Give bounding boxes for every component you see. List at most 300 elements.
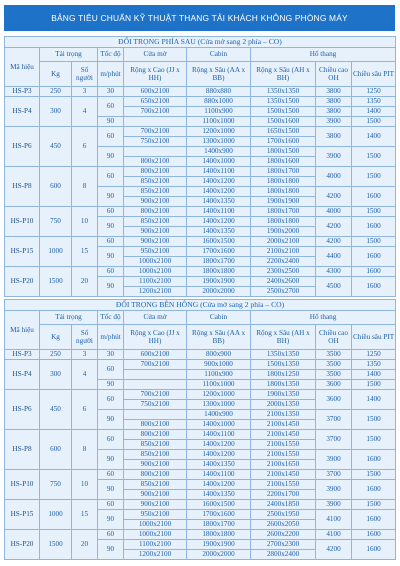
overhead-height: 3800 xyxy=(316,97,352,107)
table-row xyxy=(5,325,396,350)
table-row xyxy=(5,530,396,540)
speed: 90 xyxy=(98,147,124,167)
shaft-size: 2600x2200 xyxy=(251,530,316,540)
table-row xyxy=(5,167,396,177)
door-size: 800x2100 xyxy=(124,470,187,480)
page-title: BẢNG TIÊU CHUẨN KỸ THUẬT THANG TẢI KHÁCH KHÔNG PHÒNG MÁY xyxy=(4,5,395,31)
section-title: ĐỐI TRỌNG BÊN HÔNG (Cửa mở sang 2 phía – CO) xyxy=(5,300,396,311)
cabin-size: 800x900 xyxy=(187,350,251,360)
persons: 4 xyxy=(72,360,98,390)
door-size: 850x2100 xyxy=(124,177,187,187)
header-door: Cửa mở xyxy=(124,48,187,62)
speed: 90 xyxy=(98,410,124,430)
header-door-size: Rộng x Cao (JJ x HH) xyxy=(124,62,187,87)
pit-depth: 1500 xyxy=(352,430,396,450)
cabin-size: 1400x1350 xyxy=(187,490,251,500)
table-row xyxy=(5,470,396,480)
model-code: HS-P3 xyxy=(5,87,40,97)
model-code: HS-P20 xyxy=(5,530,40,560)
pit-depth: 1350 xyxy=(352,360,396,370)
speed: 60 xyxy=(98,500,124,510)
persons: 4 xyxy=(72,97,98,127)
shaft-size: 2100x1550 xyxy=(251,440,316,450)
table-row xyxy=(5,300,396,311)
door-size: 1200x2100 xyxy=(124,287,187,297)
door-size: 1100x2100 xyxy=(124,540,187,550)
door-size: 800x2100 xyxy=(124,157,187,167)
cabin-size: 1400x1000 xyxy=(187,420,251,430)
load-kg: 250 xyxy=(40,87,72,97)
table-row xyxy=(5,37,396,48)
cabin-size: 1800x1700 xyxy=(187,520,251,530)
pit-depth: 1500 xyxy=(352,500,396,510)
pit-depth: 1600 xyxy=(352,480,396,500)
spec-table-side-counterweight xyxy=(4,299,396,560)
pit-depth: 1350 xyxy=(352,97,396,107)
shaft-size: 2700x2300 xyxy=(251,540,316,550)
shaft-size: 2100x1450 xyxy=(251,420,316,430)
persons: 15 xyxy=(72,237,98,267)
pit-depth: 1600 xyxy=(352,530,396,540)
persons: 8 xyxy=(72,167,98,207)
persons: 8 xyxy=(72,430,98,470)
table-row xyxy=(5,390,396,400)
overhead-height: 3800 xyxy=(316,87,352,97)
overhead-height: 4100 xyxy=(316,530,352,540)
door-size: 850x2100 xyxy=(124,440,187,450)
door-size: 700x2100 xyxy=(124,360,187,370)
speed: 90 xyxy=(98,217,124,237)
model-code: HS-P15 xyxy=(5,237,40,267)
cabin-size: 1400x1100 xyxy=(187,207,251,217)
header-cabin-size: Rộng x Sâu (AA x BB) xyxy=(187,325,251,350)
door-size: 600x2100 xyxy=(124,350,187,360)
section-title: ĐỐI TRỌNG PHÍA SAU (Cửa mở sang 2 phía – CO) xyxy=(5,37,396,48)
pit-depth: 1400 xyxy=(352,127,396,147)
cabin-size: 1400x1100 xyxy=(187,430,251,440)
speed: 60 xyxy=(98,470,124,480)
shaft-size: 1800x1800 xyxy=(251,217,316,227)
door-size: 850x2100 xyxy=(124,480,187,490)
shaft-size: 1800x1600 xyxy=(251,157,316,167)
door-size xyxy=(124,370,187,380)
pit-depth: 1250 xyxy=(352,87,396,97)
persons: 10 xyxy=(72,207,98,237)
persons: 20 xyxy=(72,267,98,297)
door-size: 800x2100 xyxy=(124,430,187,440)
table-row xyxy=(5,267,396,277)
shaft-size: 1900x2000 xyxy=(251,227,316,237)
shaft-size: 2400x2600 xyxy=(251,277,316,287)
speed: 60 xyxy=(98,127,124,147)
model-code: HS-P6 xyxy=(5,127,40,167)
model-code: HS-P3 xyxy=(5,350,40,360)
cabin-size: 1800x1700 xyxy=(187,257,251,267)
persons: 20 xyxy=(72,530,98,560)
cabin-size: 1400x1200 xyxy=(187,217,251,227)
overhead-height: 3900 xyxy=(316,500,352,510)
load-kg: 1000 xyxy=(40,500,72,530)
shaft-size: 1650x1500 xyxy=(251,127,316,137)
door-size: 800x2100 xyxy=(124,207,187,217)
cabin-size: 1700x1600 xyxy=(187,247,251,257)
cabin-size: 1400x1200 xyxy=(187,480,251,490)
cabin-size: 1400x1350 xyxy=(187,460,251,470)
overhead-height: 3900 xyxy=(316,450,352,470)
shaft-size: 1500x1350 xyxy=(251,360,316,370)
cabin-size: 1300x1000 xyxy=(187,137,251,147)
cabin-size: 1600x1500 xyxy=(187,500,251,510)
shaft-size: 2300x2500 xyxy=(251,267,316,277)
overhead-height: 4200 xyxy=(316,237,352,247)
speed: 30 xyxy=(98,350,124,360)
persons: 15 xyxy=(72,500,98,530)
cabin-size: 1900x1900 xyxy=(187,277,251,287)
model-code: HS-P6 xyxy=(5,390,40,430)
cabin-size: 1400x1100 xyxy=(187,167,251,177)
load-kg: 750 xyxy=(40,207,72,237)
shaft-size: 1700x1600 xyxy=(251,137,316,147)
header-load: Tải trọng xyxy=(40,311,98,325)
overhead-height: 3900 xyxy=(316,147,352,167)
model-code: HS-P4 xyxy=(5,360,40,390)
shaft-size: 1800x1500 xyxy=(251,147,316,157)
speed: 90 xyxy=(98,380,124,390)
pit-depth: 1500 xyxy=(352,470,396,480)
load-kg: 450 xyxy=(40,390,72,430)
pit-depth: 1600 xyxy=(352,540,396,560)
door-size: 700x2100 xyxy=(124,127,187,137)
overhead-height: 4400 xyxy=(316,247,352,267)
cabin-size: 1800x1800 xyxy=(187,267,251,277)
load-kg: 250 xyxy=(40,350,72,360)
door-size: 850x2100 xyxy=(124,450,187,460)
speed: 60 xyxy=(98,237,124,247)
door-size: 900x2100 xyxy=(124,227,187,237)
pit-depth: 1500 xyxy=(352,237,396,247)
shaft-size: 2200x1700 xyxy=(251,490,316,500)
cabin-size: 880x1000 xyxy=(187,97,251,107)
pit-depth: 1500 xyxy=(352,410,396,430)
overhead-height: 4200 xyxy=(316,217,352,237)
door-size: 900x2100 xyxy=(124,490,187,500)
load-kg: 450 xyxy=(40,127,72,167)
pit-depth: 1500 xyxy=(352,380,396,390)
cabin-size: 900x1000 xyxy=(187,360,251,370)
door-size: 900x2100 xyxy=(124,500,187,510)
shaft-size: 1350x1350 xyxy=(251,350,316,360)
cabin-size: 1100x1000 xyxy=(187,380,251,390)
cabin-size: 1800x1800 xyxy=(187,530,251,540)
table-row xyxy=(5,62,396,87)
speed: 60 xyxy=(98,360,124,380)
speed: 90 xyxy=(98,510,124,530)
table-row xyxy=(5,207,396,217)
door-size: 800x2100 xyxy=(124,420,187,430)
cabin-size: 880x880 xyxy=(187,87,251,97)
pit-depth: 1250 xyxy=(352,350,396,360)
door-size: 1000x2100 xyxy=(124,257,187,267)
cabin-size: 1300x1000 xyxy=(187,400,251,410)
shaft-size: 1800x1350 xyxy=(251,380,316,390)
shaft-size: 1800x1800 xyxy=(251,187,316,197)
load-kg: 600 xyxy=(40,167,72,207)
shaft-size: 2000x1350 xyxy=(251,400,316,410)
header-m-per-min: m/phút xyxy=(98,325,124,350)
cabin-size: 1100x900 xyxy=(187,107,251,117)
shaft-size: 2600x2050 xyxy=(251,520,316,530)
cabin-size: 1700x1600 xyxy=(187,510,251,520)
overhead-height: 4300 xyxy=(316,267,352,277)
cabin-size: 1400x900 xyxy=(187,147,251,157)
overhead-height: 4500 xyxy=(316,277,352,297)
cabin-size: 1400x1200 xyxy=(187,440,251,450)
door-size: 900x2100 xyxy=(124,460,187,470)
persons: 3 xyxy=(72,350,98,360)
overhead-height: 3500 xyxy=(316,350,352,360)
header-persons: Số người xyxy=(72,325,98,350)
door-size: 1000x2100 xyxy=(124,520,187,530)
overhead-height: 3700 xyxy=(316,470,352,480)
pit-depth: 1500 xyxy=(352,207,396,217)
door-size: 850x2100 xyxy=(124,217,187,227)
speed: 30 xyxy=(98,87,124,97)
pit-depth: 1400 xyxy=(352,107,396,117)
table-row xyxy=(5,350,396,360)
cabin-size: 2000x2000 xyxy=(187,287,251,297)
header-cabin: Cabin xyxy=(187,48,251,62)
overhead-height: 3900 xyxy=(316,117,352,127)
table-row xyxy=(5,127,396,137)
load-kg: 1500 xyxy=(40,530,72,560)
overhead-height: 4000 xyxy=(316,167,352,187)
overhead-height: 3900 xyxy=(316,480,352,500)
shaft-size: 1350x1350 xyxy=(251,87,316,97)
shaft-size: 1500x1600 xyxy=(251,117,316,127)
model-code: HS-P15 xyxy=(5,500,40,530)
speed: 90 xyxy=(98,117,124,127)
header-door: Cửa mở xyxy=(124,311,187,325)
overhead-height: 3500 xyxy=(316,360,352,370)
pit-depth: 1600 xyxy=(352,267,396,277)
header-overhead-height: Chiều cao OH xyxy=(316,62,352,87)
table-row xyxy=(5,430,396,440)
model-code: HS-P8 xyxy=(5,167,40,207)
door-size: 950x2100 xyxy=(124,247,187,257)
header-persons: Số người xyxy=(72,62,98,87)
cabin-size: 1400x1200 xyxy=(187,450,251,460)
speed: 60 xyxy=(98,430,124,450)
speed: 60 xyxy=(98,207,124,217)
cabin-size: 2000x2000 xyxy=(187,550,251,560)
model-code: HS-P4 xyxy=(5,97,40,127)
door-size: 600x2100 xyxy=(124,87,187,97)
overhead-height: 3600 xyxy=(316,390,352,410)
overhead-height: 3700 xyxy=(316,410,352,430)
shaft-size: 1500x1500 xyxy=(251,107,316,117)
shaft-size: 1800x1700 xyxy=(251,167,316,177)
load-kg: 300 xyxy=(40,97,72,127)
door-size: 1000x2100 xyxy=(124,530,187,540)
overhead-height: 4200 xyxy=(316,540,352,560)
header-speed: Tốc độ xyxy=(98,311,124,325)
shaft-size: 1800x1800 xyxy=(251,177,316,187)
persons: 3 xyxy=(72,87,98,97)
shaft-size: 2100x1350 xyxy=(251,410,316,420)
speed: 90 xyxy=(98,450,124,470)
table-row xyxy=(5,360,396,370)
overhead-height: 3500 xyxy=(316,370,352,380)
cabin-size: 1100x900 xyxy=(187,370,251,380)
shaft-size: 2100x1450 xyxy=(251,470,316,480)
door-size: 950x2100 xyxy=(124,510,187,520)
door-size: 1200x2100 xyxy=(124,550,187,560)
shaft-size: 1800x1250 xyxy=(251,370,316,380)
header-kg: Kg xyxy=(40,325,72,350)
table-row xyxy=(5,237,396,247)
header-shaft: Hố thang xyxy=(251,311,396,325)
header-pit-depth: Chiều sâu PIT xyxy=(352,325,396,350)
cabin-size: 1900x1900 xyxy=(187,540,251,550)
header-load: Tải trọng xyxy=(40,48,98,62)
overhead-height: 4000 xyxy=(316,207,352,217)
header-model-code: Mã hiệu xyxy=(5,311,40,350)
speed: 90 xyxy=(98,187,124,207)
shaft-size: 1800x1700 xyxy=(251,207,316,217)
header-shaft-size: Rộng x Sâu (AH x BH) xyxy=(251,325,316,350)
cabin-size: 1400x1350 xyxy=(187,197,251,207)
cabin-size: 1400x1350 xyxy=(187,227,251,237)
shaft-size: 2500x2700 xyxy=(251,287,316,297)
persons: 10 xyxy=(72,470,98,500)
overhead-height: 3800 xyxy=(316,127,352,147)
overhead-height: 4200 xyxy=(316,187,352,207)
pit-depth: 1600 xyxy=(352,187,396,207)
pit-depth: 1400 xyxy=(352,370,396,380)
door-size: 900x2100 xyxy=(124,197,187,207)
shaft-size: 2100x1450 xyxy=(251,430,316,440)
door-size: 850x2100 xyxy=(124,187,187,197)
shaft-size: 2800x2400 xyxy=(251,550,316,560)
door-size: 700x2100 xyxy=(124,390,187,400)
load-kg: 1500 xyxy=(40,267,72,297)
header-shaft: Hố thang xyxy=(251,48,396,62)
pit-depth: 1500 xyxy=(352,167,396,187)
speed: 60 xyxy=(98,97,124,117)
cabin-size: 1200x1000 xyxy=(187,390,251,400)
cabin-size: 1100x1000 xyxy=(187,117,251,127)
load-kg: 600 xyxy=(40,430,72,470)
load-kg: 750 xyxy=(40,470,72,500)
shaft-size: 1350x1500 xyxy=(251,97,316,107)
model-code: HS-P20 xyxy=(5,267,40,297)
door-size: 700x2100 xyxy=(124,107,187,117)
shaft-size: 2000x2100 xyxy=(251,237,316,247)
shaft-size: 1900x1900 xyxy=(251,197,316,207)
speed: 60 xyxy=(98,267,124,277)
shaft-size: 2100x1550 xyxy=(251,450,316,460)
header-door-size: Rộng x Cao (JJ x HH) xyxy=(124,325,187,350)
shaft-size: 2100x1650 xyxy=(251,460,316,470)
shaft-size: 2500x1950 xyxy=(251,510,316,520)
cabin-size: 1600x1500 xyxy=(187,237,251,247)
door-size: 1100x2100 xyxy=(124,277,187,287)
cabin-size: 1400x1100 xyxy=(187,470,251,480)
model-code: HS-P10 xyxy=(5,470,40,500)
header-kg: Kg xyxy=(40,62,72,87)
speed: 60 xyxy=(98,390,124,410)
persons: 6 xyxy=(72,390,98,430)
header-cabin: Cabin xyxy=(187,311,251,325)
door-size xyxy=(124,380,187,390)
cabin-size: 1400x1200 xyxy=(187,177,251,187)
load-kg: 1000 xyxy=(40,237,72,267)
door-size: 750x2100 xyxy=(124,400,187,410)
door-size: 650x2100 xyxy=(124,97,187,107)
pit-depth: 1400 xyxy=(352,390,396,410)
table-row xyxy=(5,311,396,325)
door-size: 900x2100 xyxy=(124,237,187,247)
overhead-height: 3600 xyxy=(316,380,352,390)
overhead-height: 4100 xyxy=(316,510,352,530)
spec-table-rear-counterweight xyxy=(4,36,396,297)
overhead-height: 3700 xyxy=(316,430,352,450)
speed: 90 xyxy=(98,247,124,267)
table-row xyxy=(5,87,396,97)
door-size: 800x2100 xyxy=(124,167,187,177)
table-row xyxy=(5,97,396,107)
door-size xyxy=(124,410,187,420)
pit-depth: 1600 xyxy=(352,277,396,297)
cabin-size: 1200x1000 xyxy=(187,127,251,137)
load-kg: 300 xyxy=(40,360,72,390)
door-size xyxy=(124,147,187,157)
pit-depth: 1600 xyxy=(352,450,396,470)
shaft-size: 2400x1850 xyxy=(251,500,316,510)
shaft-size: 2200x2400 xyxy=(251,257,316,267)
persons: 6 xyxy=(72,127,98,167)
cabin-size: 1400x1200 xyxy=(187,187,251,197)
header-overhead-height: Chiều cao OH xyxy=(316,325,352,350)
header-shaft-size: Rộng x Sâu (AH x BH) xyxy=(251,62,316,87)
cabin-size: 1400x900 xyxy=(187,410,251,420)
header-pit-depth: Chiều sâu PIT xyxy=(352,62,396,87)
model-code: HS-P8 xyxy=(5,430,40,470)
shaft-size: 1900x1350 xyxy=(251,390,316,400)
shaft-size: 2100x1550 xyxy=(251,480,316,490)
cabin-size: 1400x1000 xyxy=(187,157,251,167)
table-row xyxy=(5,48,396,62)
door-size xyxy=(124,117,187,127)
pit-depth: 1600 xyxy=(352,217,396,237)
pit-depth: 1500 xyxy=(352,117,396,127)
speed: 60 xyxy=(98,167,124,187)
speed: 90 xyxy=(98,540,124,560)
header-m-per-min: m/phút xyxy=(98,62,124,87)
door-size: 1000x2100 xyxy=(124,267,187,277)
table-row xyxy=(5,500,396,510)
overhead-height: 3800 xyxy=(316,107,352,117)
speed: 90 xyxy=(98,277,124,297)
header-model-code: Mã hiệu xyxy=(5,48,40,87)
speed: 60 xyxy=(98,530,124,540)
shaft-size: 2100x2100 xyxy=(251,247,316,257)
model-code: HS-P10 xyxy=(5,207,40,237)
pit-depth: 1500 xyxy=(352,147,396,167)
speed: 90 xyxy=(98,480,124,500)
header-cabin-size: Rộng x Sâu (AA x BB) xyxy=(187,62,251,87)
pit-depth: 1600 xyxy=(352,247,396,267)
